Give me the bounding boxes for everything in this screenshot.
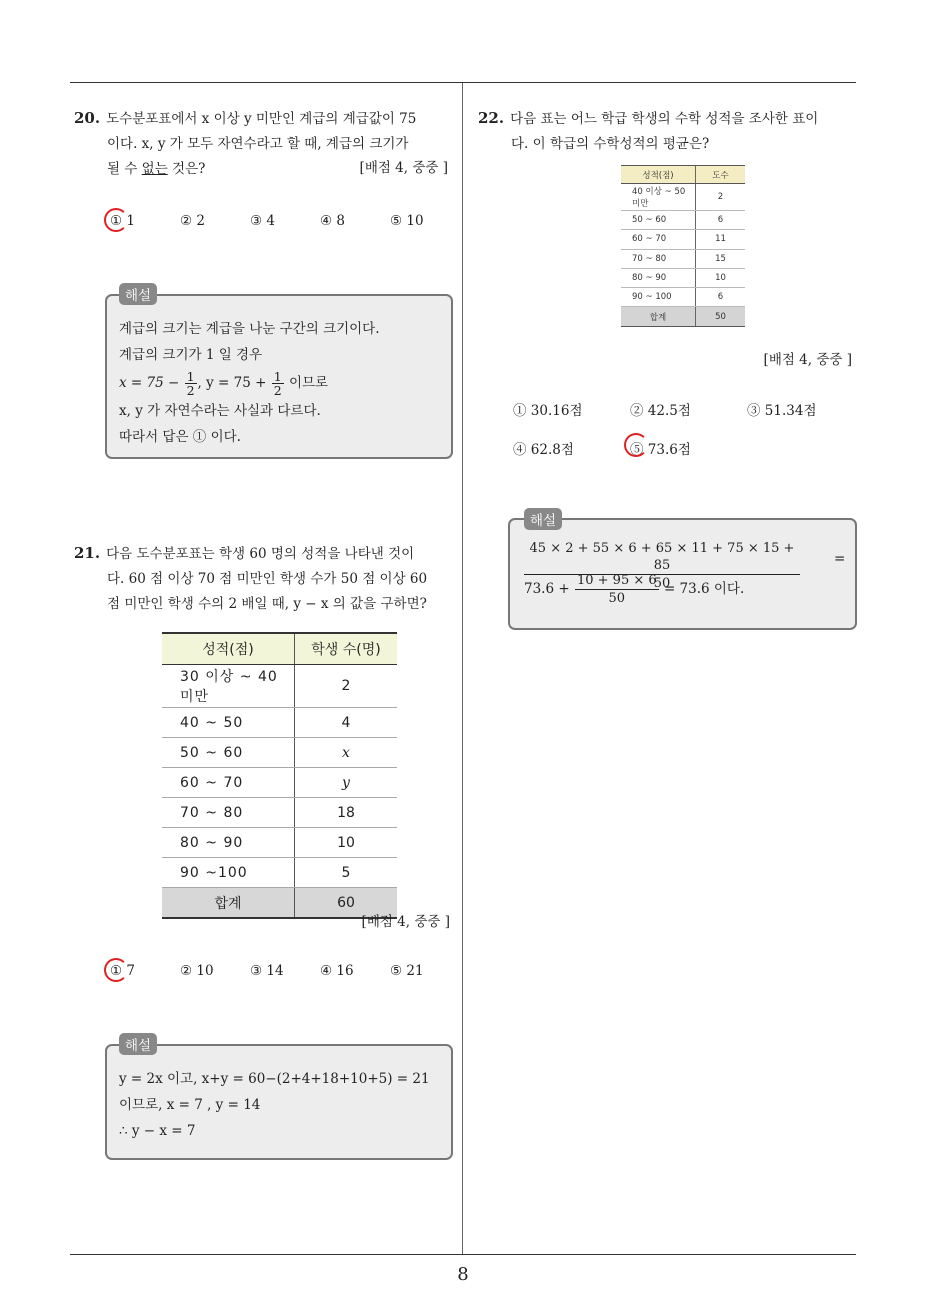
table-row: 40 이상 ~ 50 미만 2 bbox=[621, 184, 745, 211]
fraction: $\frac{1}{2}$ bbox=[273, 369, 282, 398]
frequency-table-22 bbox=[621, 165, 745, 327]
choice-5[interactable]: ⑤ 73.6점 bbox=[630, 438, 747, 458]
table-row: 60 ~ 70 y bbox=[162, 768, 397, 798]
table-total-row: 합계 50 bbox=[621, 307, 745, 326]
table-row: 80 ~ 90 10 bbox=[162, 828, 397, 858]
choice-4[interactable]: ④ 8 bbox=[320, 213, 345, 229]
answer-mark-circle bbox=[624, 433, 648, 457]
choice-3[interactable]: ③ 14 bbox=[250, 963, 284, 979]
solution-box-21: y = 2x 이고, x+y = 60−(2+4+18+10+5) = 21 이므로, x = 7 , y = 14 ∴ y − x = 7 bbox=[105, 1044, 453, 1160]
score-label: [배점 4, 중중 ] bbox=[359, 160, 448, 176]
table-row: 70 ~ 80 18 bbox=[162, 798, 397, 828]
question-number: 21. bbox=[74, 544, 101, 562]
question-20-choices bbox=[110, 213, 460, 229]
choice-1[interactable]: ① 30.16점 bbox=[513, 403, 583, 419]
table-header: 학생 수(명) bbox=[295, 633, 398, 665]
table-row: 80 ~ 90 10 bbox=[621, 268, 745, 287]
solution-box-20: 계급의 크기는 계급을 나눈 구간의 크기이다. 계급의 크기가 1 일 경우 x = 75 − $\frac{1}{2}$ , y = 75 + $\frac{1}{2}$ 이므로 x, y 가 자연수라는 사실과 다르다. 따라서 답은 ① 이다. bbox=[105, 294, 453, 459]
question-21-choices bbox=[110, 963, 460, 979]
question-22 bbox=[478, 106, 862, 157]
choice-4[interactable]: ④ 16 bbox=[320, 963, 354, 979]
question-number: 20. bbox=[74, 109, 101, 127]
answer-mark-circle bbox=[104, 208, 128, 232]
top-rule bbox=[70, 82, 856, 83]
question-number: 22. bbox=[478, 109, 505, 127]
score-label: [배점 4, 중중 ] bbox=[763, 352, 852, 368]
table-row: 30 이상 ~ 40 미만 2 bbox=[162, 665, 397, 708]
choice-1[interactable]: ① 7 bbox=[110, 963, 180, 979]
question-22-choices-row2 bbox=[513, 438, 747, 458]
question-21 bbox=[74, 541, 458, 617]
choice-3[interactable]: ③ 51.34점 bbox=[747, 403, 817, 419]
score-label: [배점 4, 중중 ] bbox=[361, 914, 450, 930]
choice-4[interactable]: ④ 62.8점 bbox=[513, 442, 574, 458]
table-row: 90 ~100 5 bbox=[162, 858, 397, 888]
bottom-rule bbox=[70, 1254, 856, 1255]
fraction: 45 × 2 + 55 × 6 + 65 × 11 + 75 × 15 + 85 50 bbox=[524, 540, 800, 592]
fraction: $\frac{10 + 95 \times 6}{50}$ bbox=[576, 573, 657, 606]
question-20 bbox=[74, 106, 456, 182]
question-20-text: 20. 도수분포표에서 x 이상 y 미만인 계급의 계급값이 75 이다. x, y 가 모두 자연수라고 할 때, 계급의 크기가 될 수 없는 것은? bbox=[74, 109, 417, 177]
table-header: 성적(점) bbox=[621, 166, 696, 184]
table-row: 40 ~ 50 4 bbox=[162, 708, 397, 738]
table-row: 50 ~ 60 x bbox=[162, 738, 397, 768]
table-row: 90 ~ 100 6 bbox=[621, 288, 745, 307]
page-number: 8 bbox=[457, 1264, 469, 1285]
column-divider bbox=[462, 83, 463, 1255]
fraction: $\frac{1}{2}$ bbox=[186, 369, 195, 398]
choice-5[interactable]: ⑤ 21 bbox=[390, 963, 424, 979]
table-row: 70 ~ 80 15 bbox=[621, 249, 745, 268]
answer-mark-circle bbox=[104, 958, 128, 982]
solution-tag: 해설 bbox=[119, 283, 157, 305]
solution-tag: 해설 bbox=[524, 508, 562, 530]
choice-5[interactable]: ⑤ 10 bbox=[390, 213, 424, 229]
choice-1[interactable]: ① 1 bbox=[110, 213, 180, 229]
choice-3[interactable]: ③ 4 bbox=[250, 213, 275, 229]
question-21-text: 21. 다음 도수분포표는 학생 60 명의 성적을 나타낸 것이 다. 60 점 이상 70 점 미만인 학생 수가 50 점 이상 60 점 미만인 학생 수의 2 배일 때, y − x 의 값을 구하면? bbox=[74, 544, 428, 612]
solution-box-22: 45 × 2 + 55 × 6 + 65 × 11 + 75 × 15 + 85 50 = 73.6 + $\frac{10 + 95 \times 6}{50}$ = 73.6 이다. bbox=[508, 518, 857, 630]
question-22-text: 22. 다음 표는 어느 학급 학생의 수학 성적을 조사한 표이 다. 이 학급의 수학성적의 평균은? bbox=[478, 109, 819, 152]
choice-2[interactable]: ② 2 bbox=[180, 213, 205, 229]
table-row: 50 ~ 60 6 bbox=[621, 211, 745, 230]
frequency-table-21 bbox=[162, 632, 397, 919]
table-header: 성적(점) bbox=[162, 633, 295, 665]
table-total-row: 합계 60 bbox=[162, 888, 397, 919]
question-22-choices-row1 bbox=[513, 399, 864, 419]
choice-2[interactable]: ② 42.5점 bbox=[630, 403, 691, 419]
table-header: 도수 bbox=[696, 166, 746, 184]
solution-tag: 해설 bbox=[119, 1033, 157, 1055]
table-row: 60 ~ 70 11 bbox=[621, 230, 745, 249]
choice-2[interactable]: ② 10 bbox=[180, 963, 214, 979]
